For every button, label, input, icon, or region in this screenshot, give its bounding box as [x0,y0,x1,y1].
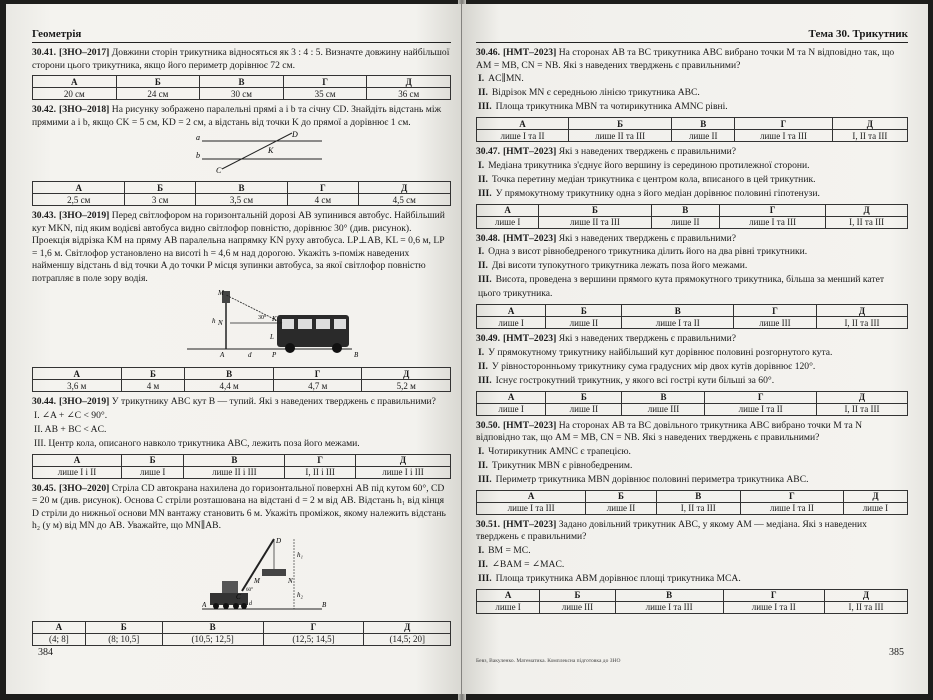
answer-letter: В [656,490,740,502]
answer-option: лише I [477,216,539,228]
problem-text: Які з наведених тверджень є правильними? [558,146,737,157]
figure-label: P [272,351,277,359]
statement-text: Площа трикутника ABM дорівнює площі трикутника MCA. [495,572,741,584]
answer-option: лише II [651,216,719,228]
answer-letter: В [651,204,719,216]
answer-option: I, II та III [816,317,907,329]
statement-text: Одна з висот рівнобедреного трикутника ділить його на два рівні трикутники. [488,246,808,257]
statement-number: II. [478,360,488,372]
statement-text: BM = MC. [488,544,531,556]
answer-letter: Б [540,589,616,601]
answer-table [32,454,451,479]
answer-option: (4; 8] [33,633,86,645]
answer-letter: Б [121,454,183,466]
answer-option: лише I та II [622,317,733,329]
statement [476,572,908,586]
statement-text: Висота, проведена з вершини прямого кута прямокутного трикутника, більша за менший катет цього трикутника. [478,274,885,299]
problem-text: Перед світлофором на горизонтальній дорозі AB зупинився автобус. Найбільший кут MKN, під яким водієві автобуса видно світлофор повністю, дорівнює 30° (див. рисунок). Проекція відрізка KM на пряму AB паралельна напрямку KN руху автобуса. LP⊥AB, KL = 0,6 м, LP = 1,6 м. Світлофор установлено на висоті h = 4,6 м над дорогою. Укажіть з-поміж наведених найменшу відстань d від точки A до точки P місця зупинки автобуса, за якої світлофор повністю потрапляє в поле зору водія. [32,210,445,284]
answer-letter: А [33,454,122,466]
statement-text: Трикутник MBN є рівнобедреним. [491,459,633,471]
statement [476,245,908,259]
answer-letter: Д [362,368,451,380]
figure-label: D [276,536,282,545]
problem-number: 30.44. [32,396,56,407]
statement-text: Чотирикутник AMNC є трапецією. [488,445,631,457]
figure-label: d [248,351,252,359]
answer-option: лише III [733,317,816,329]
answer-option: 4,5 см [358,194,451,206]
problem-text: На рисунку зображено паралельні прямі a і b та січну CD. Знайдіть відстань між прямими a і b, якщо CK = 5 см, KD = 2 см, а відстань від точки K до прямої a дорівнює 1 см. [32,104,442,128]
answer-letter: Д [355,454,450,466]
problem-number: 30.43. [32,210,56,221]
answer-letter: Г [723,589,825,601]
answer-option: лише I та III [615,601,723,613]
figure-label: K [268,146,274,155]
answer-option: 3 см [125,194,195,206]
problem-number: 30.49. [476,333,500,344]
statement-number: I. [478,246,485,257]
problem-30-48 [476,233,908,246]
answer-letter: В [200,76,284,88]
answer-option: I, II та III [832,130,907,142]
statement-text: Відрізок MN є середньою лінією трикутника ABC. [491,87,700,98]
statement [476,360,908,374]
answer-table [476,204,908,229]
answer-letter: А [477,490,586,502]
bus-traffic-light-figure [32,287,451,364]
answer-table [32,75,451,100]
statement-text: У рівносторонньому трикутнику сума градусних мір двох кутів дорівнює 120°. [491,360,816,372]
problem-text: Стріла CD автокрана нахилена до горизонтальної поверхні AB під кутом 60°, CD = 20 м (див. рисунок). Основа C стріли розташована на відстані d = 2 м від AB. Відстань h₁ від кінця D стріли до нижньої основи MN вантажу становить 6 м. Укажіть проміжок, якому належить відстань h₂ (у м) від MN до AB. Уважайте, що MN∥AB. [32,482,446,531]
answer-option: 24 см [116,88,200,100]
answer-option: (14,5; 20] [364,633,451,645]
answer-option: 3,5 см [195,194,287,206]
problem-30-43 [32,210,451,285]
statement-text: У прямокутному трикутнику одна з його медіан дорівнює половині гіпотенузи. [495,187,820,199]
statement [476,72,908,86]
statement [476,558,908,572]
figure-label: h [212,317,216,325]
answer-option: лише II [546,317,622,329]
answer-option: лише I і III [355,466,450,478]
answer-option: лише I та II [705,403,816,415]
answer-letter: А [477,391,546,403]
answer-letter: Г [733,305,816,317]
answer-letter: Д [816,391,907,403]
problem-30-41 [32,47,451,72]
statement-number: I. [478,159,485,171]
answer-table [476,117,908,142]
answer-option: 3,6 м [33,380,122,392]
figure-label: d [249,600,252,607]
parallel-lines-figure [32,131,451,178]
problem-number: 30.50. [476,419,500,431]
answer-table [476,589,908,614]
problem-text: Задано довільний трикутник ABC, у якому AM — медіана. Які з наведених тверджень є правильними? [476,518,867,542]
answer-option: 35 см [283,88,367,100]
answer-table [476,490,908,515]
statement-text: ∠BAM = ∠MAC. [491,558,565,570]
problem-tag: [ЗНО–2019] [58,210,110,221]
left-page [6,4,461,694]
figure-label: C [236,592,241,601]
answer-letter: Г [735,118,833,130]
answer-letter: Г [273,368,362,380]
answer-option: 30 см [200,88,284,100]
answer-letter: В [184,454,285,466]
left-page-number: 384 [38,647,53,658]
answer-option: лише II [586,502,656,514]
statement-number: III. [478,473,492,485]
figure-label: B [354,351,359,359]
statement-number: III. [478,101,492,112]
answer-letter: А [33,182,125,194]
answer-option: лише I та II [477,130,569,142]
answer-letter: Б [121,368,185,380]
problem-tag: [НМТ–2023] [502,419,557,431]
statement: II. AB + BC < AC. [34,423,107,435]
figure-label: D [292,131,298,139]
answer-letter: Б [586,490,656,502]
answer-letter: А [477,305,546,317]
problem-number: 30.45. [32,482,56,494]
problem-30-45 [32,483,451,533]
problem-30-46 [476,47,908,72]
statement [476,187,908,201]
answer-letter: Г [719,204,825,216]
problem-tag: [ЗНО–2017] [58,47,110,58]
answer-option: лише II [672,130,735,142]
problem-30-44 [32,396,451,409]
statement-number: II. [478,260,488,271]
figure-label: B [322,600,327,609]
answer-option: (8; 10,5] [85,633,162,645]
figure-label: L [270,333,274,341]
statement [476,346,908,360]
statement [476,445,908,459]
answer-option: лише I та II [740,502,843,514]
problem-text: На сторонах AB та BC трикутника ABC вибрано точки M та N відповідно так, що AM = MB, CN = NB. Які з наведених тверджень є правильними? [476,47,895,71]
answer-option: 4 см [288,194,358,206]
answer-letter: Б [569,118,672,130]
problem-30-47 [476,146,908,159]
answer-letter: Б [539,204,651,216]
statement: III. Центр кола, описаного навколо трикутника ABC, лежить поза його межами. [34,437,360,449]
statement-number: I. [478,346,485,358]
figure-label: A [202,600,207,609]
answer-table [476,391,908,416]
statement [476,259,908,273]
statement-text: Периметр трикутника MBN дорівнює половині периметра трикутника ABC. [495,473,809,485]
answer-option: 36 см [367,88,451,100]
statement-number: III. [478,187,492,199]
statement-text: Дві висоти тупокутного трикутника лежать поза його межами. [491,260,748,271]
problem-30-49 [476,333,908,346]
statement [476,473,908,487]
answer-letter: Г [283,76,367,88]
statement-number: II. [478,459,488,471]
answer-letter: Д [364,621,451,633]
answer-option: лише III [622,403,705,415]
answer-letter: А [33,76,117,88]
answer-letter: Д [367,76,451,88]
figure-label: a [196,133,200,142]
answer-table [32,367,451,392]
statement-number: I. [478,544,485,556]
answer-letter: Д [358,182,451,194]
answer-letter: Г [288,182,358,194]
figure-label: 60° [246,587,253,593]
answer-option: лише I та III [735,130,833,142]
problem-text: Які з наведених тверджень є правильними? [558,232,737,244]
statement-number: III. [478,374,492,386]
figure-label: M [218,289,224,297]
answer-option: лише I [477,403,546,415]
problem-number: 30.42. [32,104,56,115]
right-running-header: Тема 30. Трикутник [476,28,908,43]
problem-30-51 [476,519,908,544]
answer-option: лише II і III [184,466,285,478]
problem-tag: [НМТ–2023] [502,47,557,58]
answer-letter: А [477,204,539,216]
answer-option: лише II [546,403,622,415]
answer-letter: В [622,391,705,403]
statement-number: II. [478,87,488,98]
statement-text: Існує гострокутний трикутник, у якого всі гострі кути більші за 60°. [495,374,775,386]
answer-letter: В [622,305,733,317]
answer-option: лише III [540,601,616,613]
figure-label: M [254,576,260,585]
problem-30-50 [476,420,908,445]
answer-letter: Г [740,490,843,502]
figure-label: K [272,315,277,323]
statement-text: Площа трикутника MBN та чотирикутника AMNC рівні. [495,101,728,112]
answer-table [32,181,451,206]
answer-letter: В [195,182,287,194]
answer-option: лише I та II [723,601,825,613]
statement-number: III. [478,572,492,584]
answer-option: лише I [121,466,183,478]
left-running-header: Геометрія [32,28,451,43]
answer-letter: Б [116,76,200,88]
answer-option: 4,7 м [273,380,362,392]
answer-option: лише II та III [539,216,651,228]
problem-tag: [НМТ–2023] [502,232,557,244]
answer-letter: В [672,118,735,130]
answer-letter: А [33,621,86,633]
figure-label: h₁ [297,550,303,559]
statement: I. ∠A + ∠C < 90°. [34,409,108,421]
answer-option: I, II та III [816,403,907,415]
statement [476,100,908,114]
statement-number: II. [478,173,488,185]
problem-text: Довжини сторін трикутника відносяться як 3 : 4 : 5. Визначте довжину найбільшої сторони цього трикутника, якщо його периметр дорівнює 72 см. [32,47,450,71]
crane-figure [32,535,451,618]
answer-option: I, II і III [285,466,356,478]
statement [476,173,908,187]
statement-text: Точка перетину медіан трикутника є центром кола, вписаного в цей трикутник. [491,173,816,185]
answer-letter: Б [546,305,622,317]
answer-option: 4 м [121,380,185,392]
answer-option: лише I та III [477,502,586,514]
answer-option: (12,5; 14,5] [263,633,364,645]
answer-letter: Д [832,118,907,130]
figure-label: N [218,319,223,327]
right-page [462,4,928,694]
answer-option: I, II та III [826,216,908,228]
figure-label: N [288,576,293,585]
problem-text: У трикутнику ABC кут B — тупий. Які з наведених тверджень є правильними? [111,396,436,407]
problem-number: 30.47. [476,146,500,157]
answer-option: 5,2 м [362,380,451,392]
answer-letter: Б [125,182,195,194]
problem-tag: [ЗНО–2019] [58,396,110,407]
problem-tag: [НМТ–2023] [502,518,557,530]
answer-option: лише I та III [719,216,825,228]
statement-text: AC∥MN. [488,73,524,84]
problem-tag: [ЗНО–2018] [58,104,110,115]
problem-number: 30.46. [476,47,500,58]
answer-letter: Г [263,621,364,633]
statement [476,374,908,388]
statement [476,86,908,100]
answer-option: лише I і II [33,466,122,478]
statement-number: I. [478,445,485,457]
answer-option: лише I [477,601,540,613]
answer-option: (10,5; 12,5] [162,633,263,645]
figure-label: b [196,151,200,160]
answer-option: лише I [477,317,546,329]
statement-number: III. [478,274,492,285]
problem-tag: [НМТ–2023] [502,146,557,157]
answer-letter: Г [705,391,816,403]
answer-option: лише I [843,502,907,514]
statement [476,544,908,558]
figure-label: C [216,166,222,173]
problem-number: 30.48. [476,232,500,244]
answer-option: I, II та III [656,502,740,514]
statement-number: II. [478,558,488,570]
answer-letter: В [162,621,263,633]
answer-letter: В [185,368,274,380]
answer-letter: Б [546,391,622,403]
figure-label: h₂ [297,590,303,599]
problem-number: 30.41. [32,47,56,58]
answer-option: 2,5 см [33,194,125,206]
answer-letter: А [477,589,540,601]
problem-tag: [ЗНО–2020] [58,482,110,494]
statement [476,273,908,301]
answer-letter: Б [85,621,162,633]
answer-letter: Д [825,589,908,601]
problem-30-42 [32,104,451,129]
answer-option: лише II та III [569,130,672,142]
statement [476,459,908,473]
answer-table [476,304,908,329]
answer-table [32,621,451,646]
right-page-number: 385 [889,647,904,658]
answer-option: I, II та III [825,601,908,613]
problem-text: Які з наведених тверджень є правильними? [558,333,737,344]
page-footer: Бевз, Вакуленко. Математика. Комплексна підготовка до ЗНО [476,658,621,664]
statement-text: Медіана трикутника з'єднує його вершину із серединою протилежної сторони. [488,159,810,171]
answer-letter: Д [843,490,907,502]
figure-label: A [220,351,225,359]
figure-label: 30° [258,315,267,321]
answer-letter: Д [826,204,908,216]
answer-letter: Д [816,305,907,317]
answer-letter: А [477,118,569,130]
answer-letter: Г [285,454,356,466]
statement-number: I. [478,73,485,84]
answer-letter: В [615,589,723,601]
problem-text: На сторонах AB та BC довільного трикутника ABC вибрано точки M та N відповідно так, що AM = MB, CN = NB. Які з наведених тверджень є правильними? [476,419,863,443]
answer-option: 4,4 м [185,380,274,392]
statement-text: У прямокутному трикутнику найбільший кут дорівнює половині розгорнутого кута. [488,346,833,358]
answer-letter: А [33,368,122,380]
statement [476,159,908,173]
problem-tag: [НМТ–2023] [502,333,557,344]
problem-number: 30.51. [476,518,500,530]
answer-option: 20 см [33,88,117,100]
